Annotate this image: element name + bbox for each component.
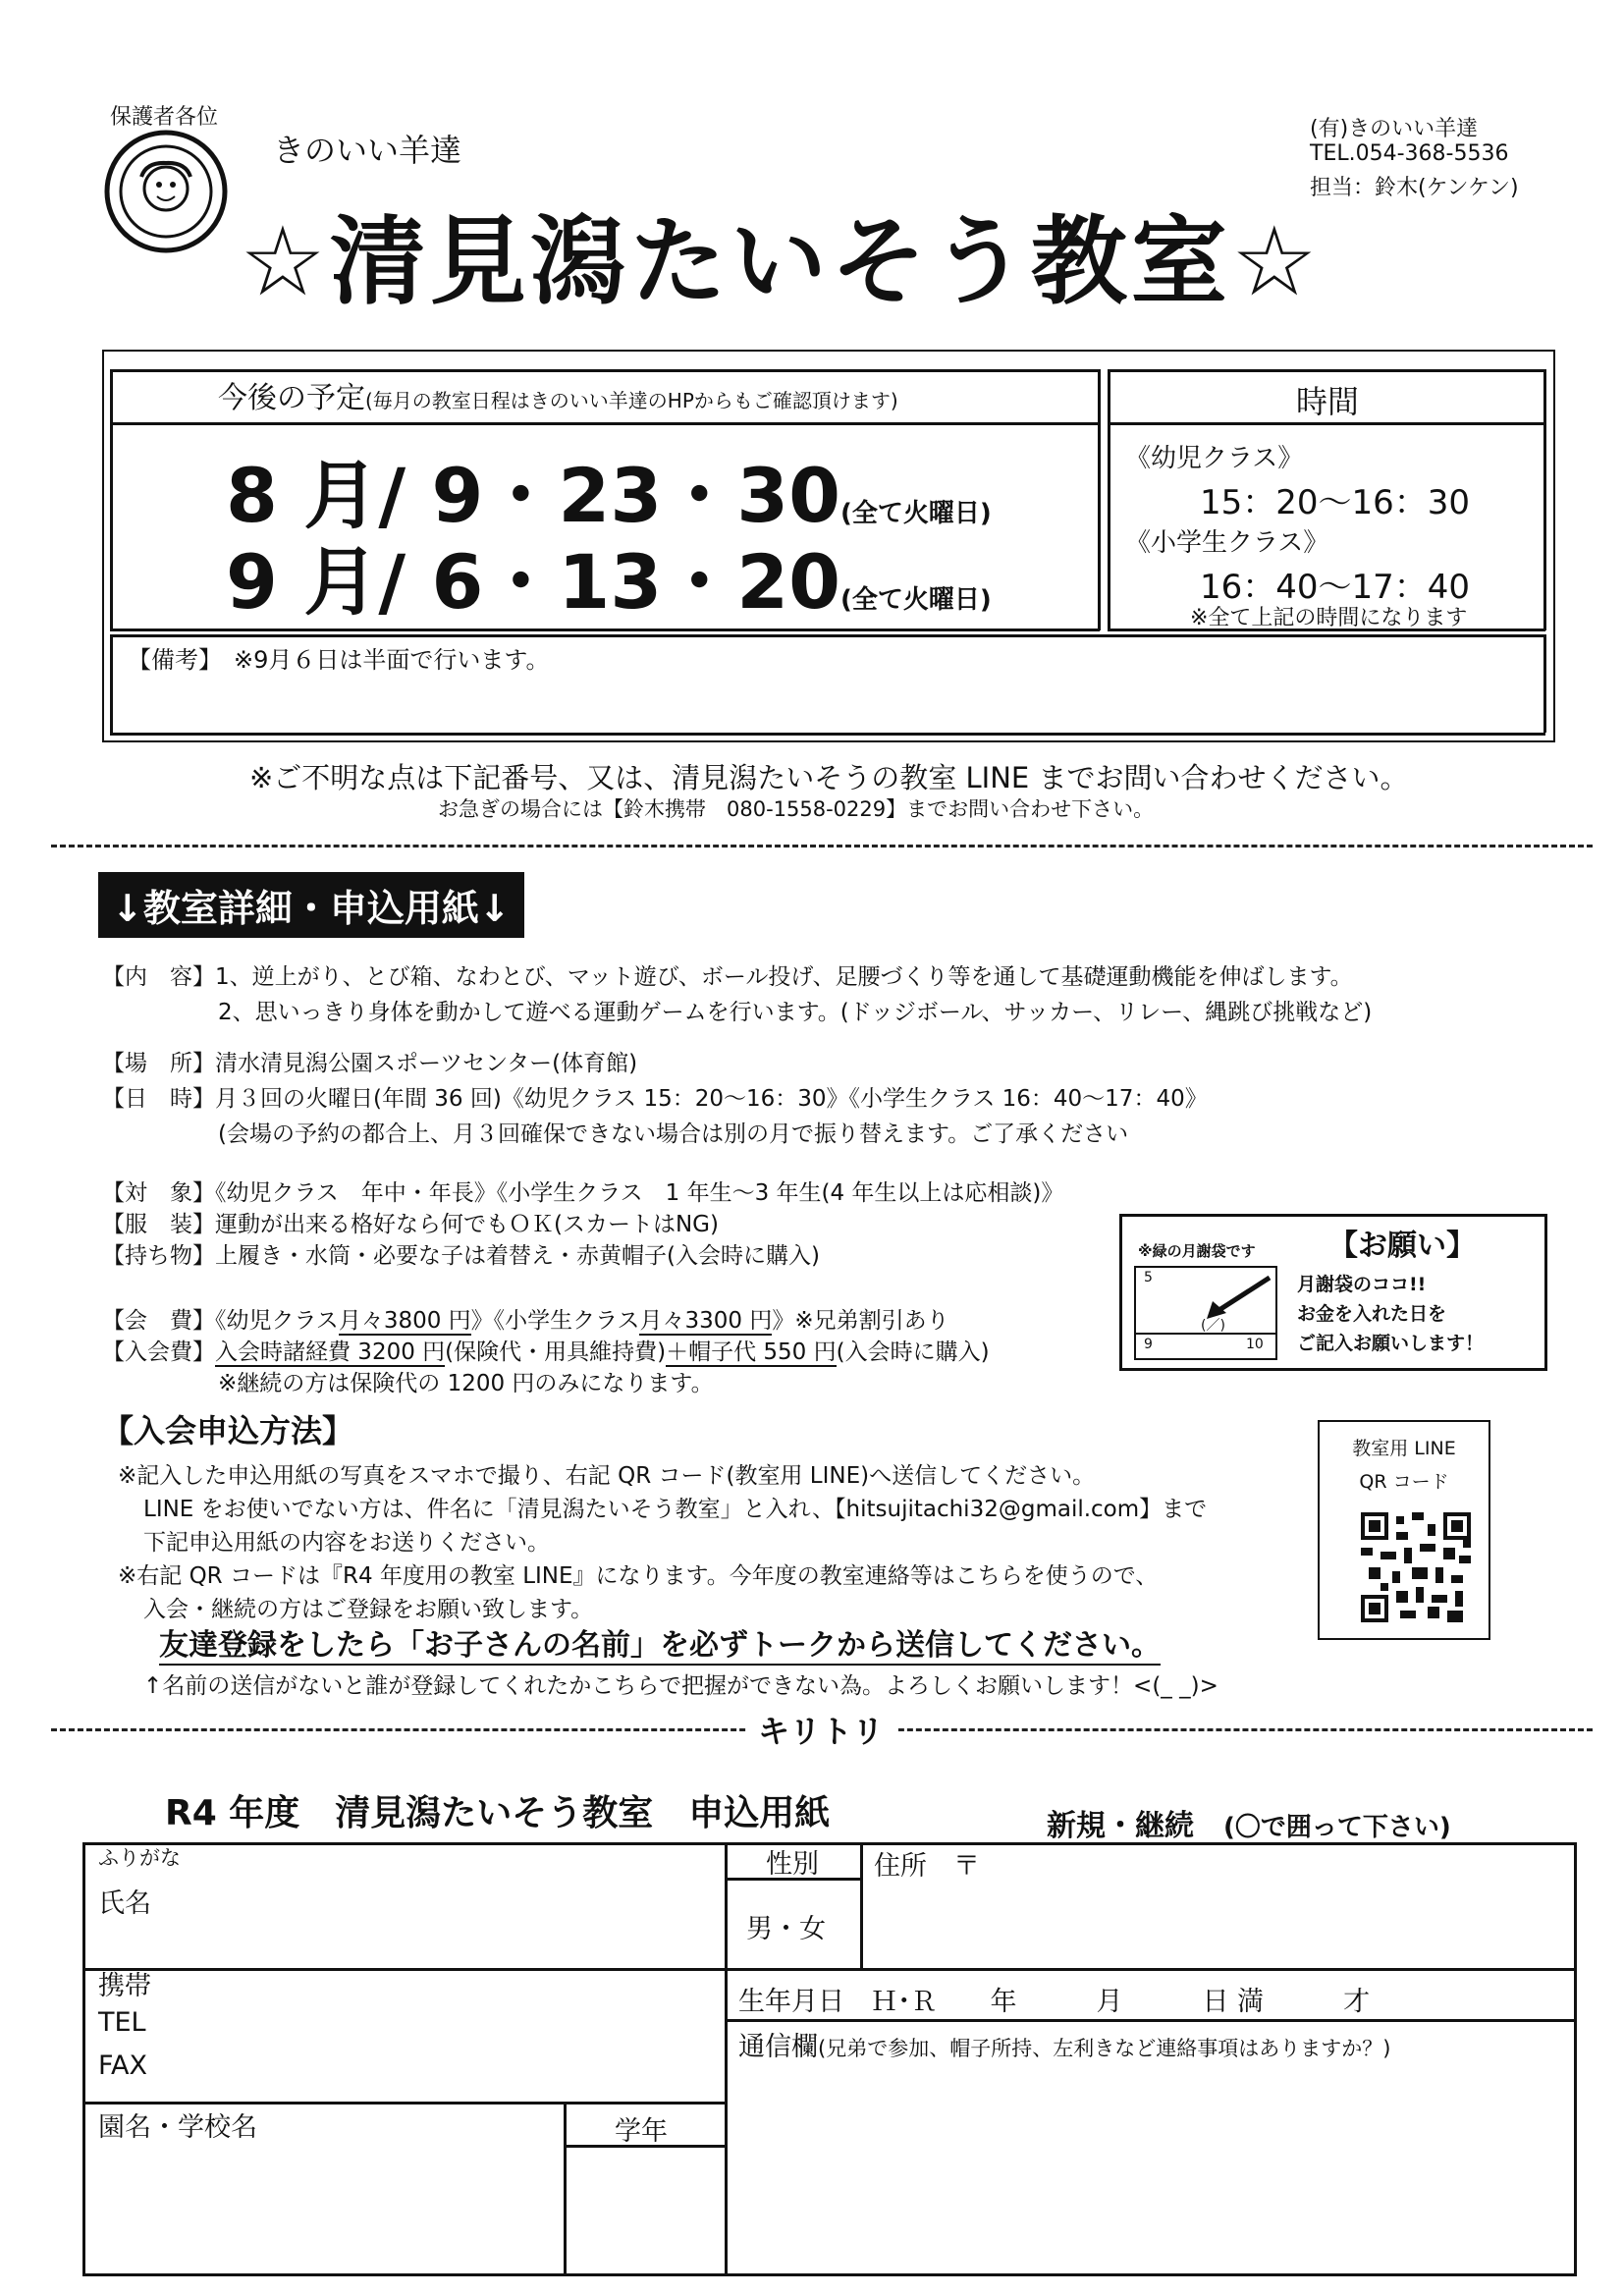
school-name-field[interactable]: 園名・学校名 xyxy=(98,2112,257,2143)
schedule-heading-line xyxy=(110,422,1100,425)
form-row-line-3 xyxy=(82,2102,725,2105)
address-field[interactable]: 住所 〒 xyxy=(874,1851,980,1882)
envelope-num-10: 10 xyxy=(1246,1337,1264,1352)
date-row: 【日 時】月３回の火曜日(年間 36 回)《幼児クラス 15：20〜16：30》《小学生クラス 16：40〜17：40》 xyxy=(102,1086,1208,1112)
gender-label: 性別 xyxy=(766,1849,819,1880)
qr-box xyxy=(1318,1420,1490,1640)
form-title: R4 年度 清見潟たいそう教室 申込用紙 xyxy=(165,1793,831,1833)
furigana-label: ふりがな xyxy=(98,1846,181,1870)
content-row: 【内 容】1、逆上がり、とび箱、なわとび、マット遊び、ボール投げ、足腰づくり等を通して基礎運動機能を伸ばします。 xyxy=(102,964,1353,990)
gender-options[interactable]: 男・女 xyxy=(746,1914,826,1944)
content-row-2: 2、思いっきり身体を動かして遊べる運動ゲームを行います。(ドッジボール、サッカー、リレー、縄跳び挑戦など) xyxy=(218,1000,1373,1025)
time-note: ※全て上記の時間になります xyxy=(1190,606,1468,630)
clothes-row: 【服 装】運動が出来る格好なら何でもＯＫ(スカートはNG) xyxy=(102,1212,719,1237)
time-left-line xyxy=(1108,369,1110,630)
line-qr-code-icon[interactable] xyxy=(1361,1512,1471,1622)
time-heading-line xyxy=(1108,422,1545,425)
target-row: 【対 象】《幼児クラス 年中・年長》《小学生クラス 1 年生〜3 年生(4 年生以上は応相談)》 xyxy=(102,1180,1064,1206)
schedule-left-line xyxy=(110,369,113,630)
toddler-class-time: 15：20〜16：30 xyxy=(1200,483,1471,522)
qr-label2: QR コード xyxy=(1359,1471,1449,1493)
contact-tel: TEL.054-368-5536 xyxy=(1310,141,1509,166)
envelope-illustration xyxy=(1134,1266,1277,1360)
contact-person: 担当：鈴木(ケンケン) xyxy=(1310,176,1519,200)
schedule-september: 9 月/ 6・13・20(全て火曜日) xyxy=(226,538,992,626)
form-grade-line xyxy=(564,2102,567,2276)
remarks-left-line xyxy=(110,634,113,733)
request-box xyxy=(1119,1214,1547,1371)
envelope-num-9: 9 xyxy=(1144,1337,1153,1352)
elem-class-label: 《小学生クラス》 xyxy=(1125,528,1329,558)
schedule-heading: 今後の予定(毎月の教室日程はきのいい羊達のHPからもご確認頂けます) xyxy=(218,381,898,415)
tel-label: TEL xyxy=(98,2007,146,2038)
time-top-line xyxy=(1108,369,1545,372)
logo-seal-icon xyxy=(102,128,230,255)
remarks: 【備考】 ※9月６日は半面で行います。 xyxy=(128,646,550,674)
apply-line2: LINE をお使いでない方は、件名に「清見潟たいそう教室」と入れ、【hitsujitachi32@gmail.com】まで xyxy=(143,1497,1208,1522)
form-row-line-1 xyxy=(82,1968,1577,1971)
envelope-note: ※緑の月謝袋です xyxy=(1138,1242,1256,1260)
inquiry-line2: お急ぎの場合には【鈴木携帯 080-1558-0229】までお問い合わせ下さい。 xyxy=(438,797,1155,821)
dashed-separator xyxy=(51,845,1593,847)
form-row-line-2 xyxy=(725,2019,1577,2022)
cut-label: キリトリ xyxy=(746,1707,895,1752)
remarks-top-line xyxy=(110,634,1545,637)
grade-label: 学年 xyxy=(615,2116,668,2147)
items-row: 【持ち物】上履き・水筒・必要な子は着替え・赤黄帽子(入会時に購入) xyxy=(102,1243,820,1269)
contact-company: (有)きのいい羊達 xyxy=(1310,117,1479,141)
date-row-2: (会場の予約の都合上、月３回確保できない場合は別の月で振り替えます。ご了承ください xyxy=(218,1121,1129,1147)
mobile-label: 携帯 xyxy=(98,1971,151,2001)
toddler-class-label: 《幼児クラス》 xyxy=(1125,444,1304,473)
org-name: きのいい羊達 xyxy=(273,132,462,169)
page-title: ☆清見潟たいそう教室☆ xyxy=(240,206,1322,318)
birthday-field[interactable]: 生年月日 Ｈ･Ｒ 年 月 日 満 才 xyxy=(738,1987,1371,2017)
entry-fee-row: 【入会費】入会時諸経費 3200 円(保険代・用具維持費)＋帽子代 550 円(入会時に購入) xyxy=(102,1339,990,1365)
remarks-right-line xyxy=(1543,634,1546,733)
to-parents: 保護者各位 xyxy=(110,105,219,130)
place-row: 【場 所】清水清見潟公園スポーツセンター(体育館) xyxy=(102,1051,638,1076)
schedule-mid-line xyxy=(1098,369,1101,630)
remarks-bottom-line xyxy=(110,733,1545,736)
arrow-icon xyxy=(1205,1274,1273,1323)
apply-line5: 入会・継続の方はご登録をお願い致します。 xyxy=(143,1597,594,1622)
request-line2: お金を入れた日を xyxy=(1297,1303,1447,1325)
time-right-line xyxy=(1543,369,1546,630)
remarks-field[interactable]: 通信欄(兄弟で参加、帽子所持、左利きなど連絡事項はありますか？) xyxy=(738,2032,1391,2062)
details-banner: ↓教室詳細・申込用紙↓ xyxy=(98,872,524,938)
apply-emphasis: 友達登録をしたら「お子さんの名前」を必ずトークから送信してください。 xyxy=(159,1620,1161,1666)
schedule-top-line xyxy=(110,369,1100,372)
fee-row: 【会 費】《幼児クラス月々3800 円》《小学生クラス月々3300 円》※兄弟割引あり xyxy=(102,1308,949,1334)
inquiry-line1: ※ご不明な点は下記番号、又は、清見潟たいそうの教室 LINE までお問い合わせください。 xyxy=(249,761,1409,794)
entry-fee-note: ※継続の方は保険代の 1200 円のみになります。 xyxy=(218,1371,714,1396)
envelope-num-5: 5 xyxy=(1144,1270,1153,1285)
form-col-line xyxy=(725,1842,728,2276)
apply-line3: 下記申込用紙の内容をお送りください。 xyxy=(143,1530,550,1556)
time-heading: 時間 xyxy=(1296,383,1360,420)
elem-class-time: 16：40〜17：40 xyxy=(1200,568,1471,607)
apply-line1: ※記入した申込用紙の写真をスマホで撮り、右記 QR コード(教室用 LINE)へ送信してください。 xyxy=(118,1463,1096,1489)
apply-heading: 【入会申込方法】 xyxy=(102,1412,354,1449)
apply-line6: ↑名前の送信がないと誰が登録してくれたかこちらで把握ができない為。よろしくお願いします！<(_ _)> xyxy=(143,1673,1218,1699)
apply-line4: ※右記 QR コードは『R4 年度用の教室 LINE』になります。今年度の教室連絡等はこちらを使うので、 xyxy=(118,1563,1159,1589)
qr-label1: 教室用 LINE xyxy=(1352,1438,1456,1459)
form-type: 新規・継続 (〇で囲って下さい) xyxy=(1047,1809,1451,1843)
schedule-august: 8 月/ 9・23・30(全て火曜日) xyxy=(226,452,992,539)
request-line3: ご記入お願いします！ xyxy=(1297,1333,1485,1354)
request-line1: 月謝袋のココ!! xyxy=(1297,1274,1427,1295)
envelope-slot: (／) xyxy=(1201,1318,1225,1334)
name-field[interactable]: 氏名 xyxy=(98,1888,151,1919)
form-gender-line xyxy=(860,1842,863,1968)
fax-label: FAX xyxy=(98,2050,148,2081)
request-title: 【お願い】 xyxy=(1328,1229,1476,1263)
